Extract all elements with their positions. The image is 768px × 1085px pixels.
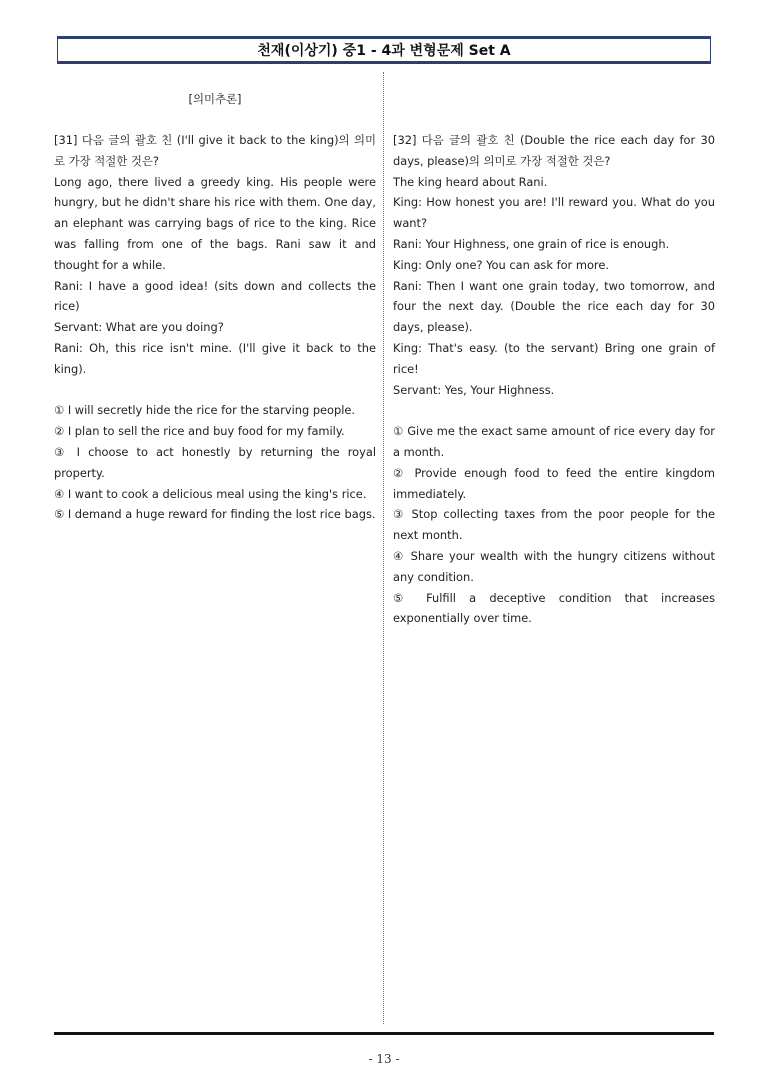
question-32-prompt: [32] 다음 글의 괄호 친 (Double the rice each day for 30 days, please)의 의미로 가장 적절한 것은? bbox=[393, 133, 715, 168]
question-31-passage-line: Servant: What are you doing? bbox=[54, 320, 224, 335]
question-31-passage-line: Long ago, there lived a greedy king. His people were hungry, but he didn't share his rice with them. One day, an elephant was carrying bags of rice to the king. Rice was falling from one of the bags. Rani saw it and thought for a while. bbox=[54, 174, 376, 272]
question-31 bbox=[54, 130, 376, 525]
question-31-option-1: ① I will secretly hide the rice for the starving people. bbox=[54, 403, 356, 418]
question-31-option-5: ⑤ I demand a huge reward for finding the lost rice bags. bbox=[54, 507, 376, 522]
question-32-passage-line: Rani: Then I want one grain today, two tomorrow, and four the next day. (Double the rice each day for 30 days, please). bbox=[393, 278, 715, 335]
question-32-option-3: ③ Stop collecting taxes from the poor people for the next month. bbox=[393, 507, 715, 543]
page-title-text: 천재(이상기) 중1 - 4과 변형문제 Set A bbox=[257, 43, 511, 59]
question-31-passage-line: Rani: I have a good idea! (sits down and collects the rice) bbox=[54, 278, 376, 314]
question-32-passage-line: Servant: Yes, Your Highness. bbox=[393, 382, 555, 397]
section-label: [의미추론] bbox=[188, 92, 242, 106]
column-divider bbox=[383, 72, 384, 1024]
question-32-option-4: ④ Share your wealth with the hungry citizens without any condition. bbox=[393, 548, 715, 584]
question-31-option-3: ③ I choose to act honestly by returning the royal property. bbox=[54, 444, 376, 480]
question-32-option-5: ⑤ Fulfill a deceptive condition that increases exponentially over time. bbox=[393, 590, 715, 626]
question-32-option-2: ② Provide enough food to feed the entire kingdom immediately. bbox=[393, 465, 715, 501]
question-32-passage-line: The king heard about Rani. bbox=[393, 174, 548, 189]
page-title bbox=[57, 36, 711, 64]
spacer bbox=[54, 380, 376, 401]
footer-rule bbox=[54, 1032, 714, 1035]
question-32-passage-line: King: That's easy. (to the servant) Bring one grain of rice! bbox=[393, 340, 715, 376]
page-number: - 13 - bbox=[368, 1052, 400, 1066]
question-31-prompt: [31] 다음 글의 괄호 친 (I'll give it back to the king)의 의미로 가장 적절한 것은? bbox=[54, 133, 376, 168]
question-32 bbox=[393, 130, 715, 629]
spacer bbox=[393, 400, 715, 421]
question-32-option-1: ① Give me the exact same amount of rice every day for a month. bbox=[393, 424, 715, 459]
question-31-passage-line: Rani: Oh, this rice isn't mine. (I'll give it back to the king). bbox=[54, 340, 376, 376]
question-32-passage-line: King: How honest you are! I'll reward you. What do you want? bbox=[393, 195, 715, 231]
question-31-option-4: ④ I want to cook a delicious meal using the king's rice. bbox=[54, 486, 367, 501]
question-31-option-2: ② I plan to sell the rice and buy food for my family. bbox=[54, 424, 345, 439]
question-32-passage-line: King: Only one? You can ask for more. bbox=[393, 257, 609, 272]
question-32-passage-line: Rani: Your Highness, one grain of rice is enough. bbox=[393, 236, 670, 251]
